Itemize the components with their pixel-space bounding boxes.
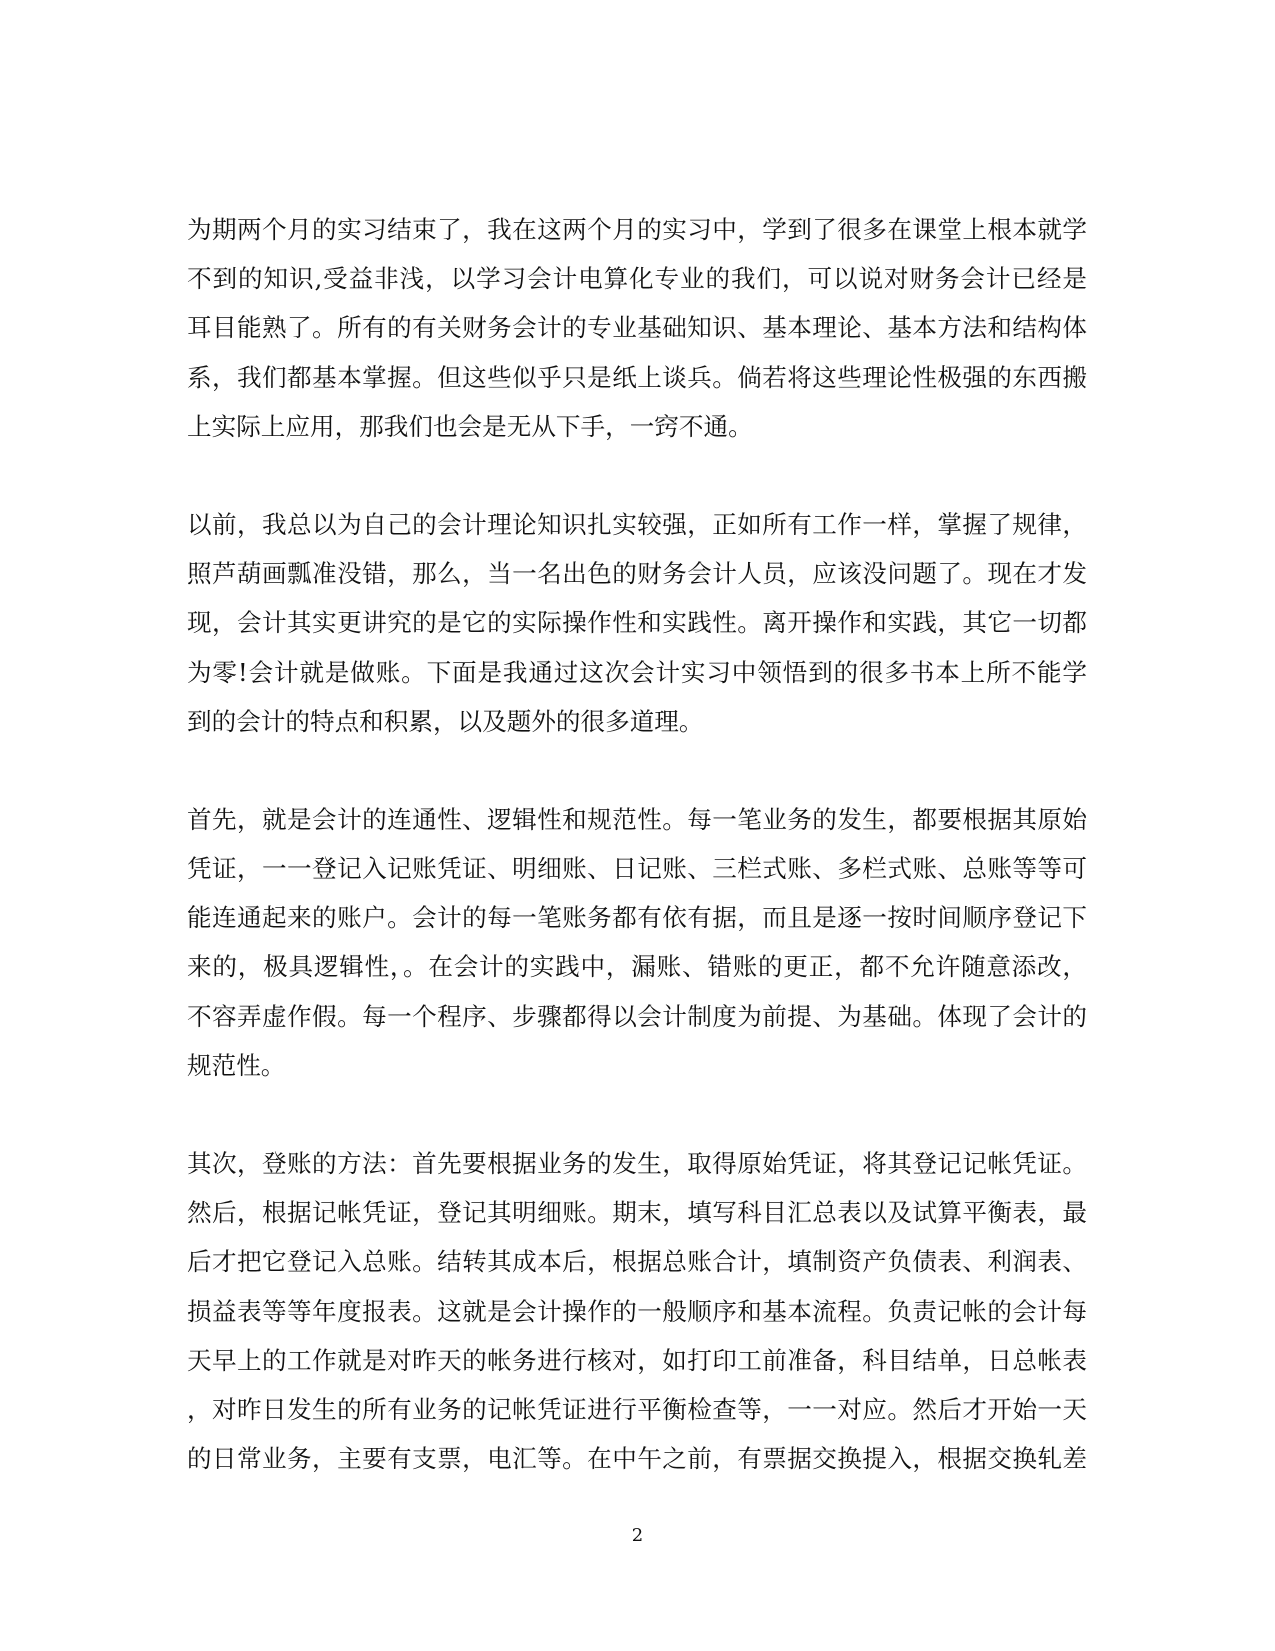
text-line: 不容弄虚作假。每一个程序、步骤都得以会计制度为前提、为基础。体现了会计的 <box>187 1001 1087 1031</box>
text-line: 规范性。 <box>187 1050 286 1080</box>
text-line: 能连通起来的账户。会计的每一笔账务都有依有据，而且是逐一按时间顺序登记下 <box>187 903 1087 933</box>
text-line: 的日常业务，主要有支票，电汇等。在中午之前，有票据交换提入，根据交换轧差 <box>187 1444 1087 1474</box>
text-line: 来的，极具逻辑性，。在会计的实践中，漏账、错账的更正，都不允许随意添改， <box>187 952 1087 982</box>
text-line: 到的会计的特点和积累，以及题外的很多道理。 <box>187 706 704 736</box>
page-number: 2 <box>631 1525 644 1546</box>
text-line: 现，会计其实更讲究的是它的实际操作性和实践性。离开操作和实践，其它一切都 <box>187 608 1087 638</box>
text-line: 后才把它登记入总账。结转其成本后，根据总账合计，填制资产负债表、利润表、 <box>187 1247 1087 1277</box>
text-line: 天早上的工作就是对昨天的帐务进行核对，如打印工前准备，科目结单，日总帐表 <box>187 1345 1087 1375</box>
text-line: ，对昨日发生的所有业务的记帐凭证进行平衡检查等，一一对应。然后才开始一天 <box>187 1394 1087 1424</box>
text-line: 为零!会计就是做账。下面是我通过这次会计实习中领悟到的很多书本上所不能学 <box>187 657 1087 687</box>
paragraph-3 <box>187 795 1087 1090</box>
text-line: 照芦葫画瓢准没错，那么，当一名出色的财务会计人员，应该没问题了。现在才发 <box>187 559 1087 589</box>
text-line: 然后，根据记帐凭证，登记其明细账。期末，填写科目汇总表以及试算平衡表，最 <box>187 1198 1087 1228</box>
paragraph-2 <box>187 500 1087 746</box>
text-line: 其次，登账的方法：首先要根据业务的发生，取得原始凭证，将其登记记帐凭证。 <box>187 1149 1087 1178</box>
paragraph-1 <box>187 205 1087 451</box>
body-text <box>187 205 1087 1532</box>
text-line: 为期两个月的实习结束了，我在这两个月的实习中，学到了很多在课堂上根本就学 <box>187 215 1087 244</box>
text-line: 系，我们都基本掌握。但这些似乎只是纸上谈兵。倘若将这些理论性极强的东西搬 <box>187 362 1087 392</box>
text-line: 损益表等等年度报表。这就是会计操作的一般顺序和基本流程。负责记帐的会计每 <box>187 1296 1087 1326</box>
text-line: 上实际上应用，那我们也会是无从下手，一窍不通。 <box>187 411 753 441</box>
text-line: 首先，就是会计的连通性、逻辑性和规范性。每一笔业务的发生，都要根据其原始 <box>187 804 1087 834</box>
text-line: 耳目能熟了。所有的有关财务会计的专业基础知识、基本理论、基本方法和结构体 <box>187 313 1087 343</box>
text-line: 以前，我总以为自己的会计理论知识扎实较强，正如所有工作一样，掌握了规律， <box>187 509 1087 539</box>
paragraph-4 <box>187 1139 1087 1483</box>
text-line: 凭证，一一登记入记账凭证、明细账、日记账、三栏式账、多栏式账、总账等等可 <box>187 854 1087 884</box>
text-line: 不到的知识,受益非浅，以学习会计电算化专业的我们，可以说对财务会计已经是 <box>187 264 1087 294</box>
